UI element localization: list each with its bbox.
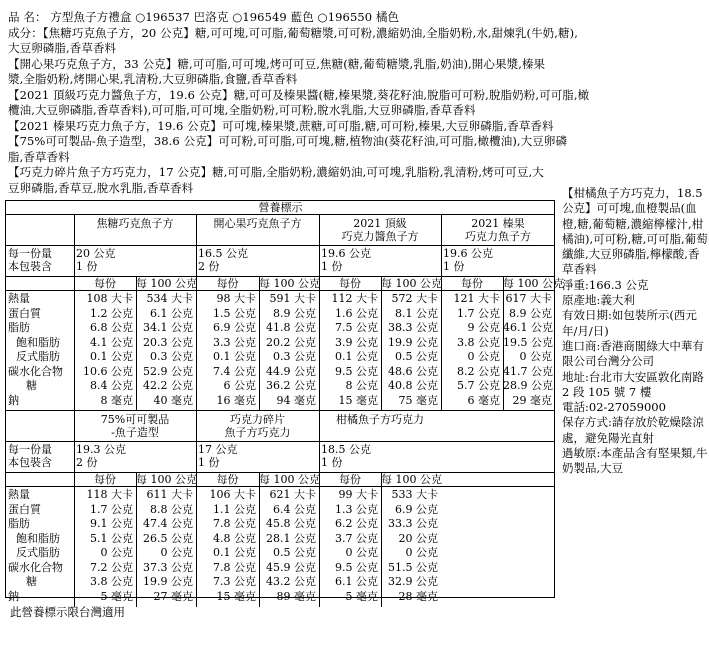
per-serving-value: 7.8 公克	[213, 517, 256, 530]
per-100g-value: 41.8 公克	[266, 321, 316, 334]
per-serving-value: 112 大卡	[331, 292, 378, 305]
ingredient-line: 漿,全脂奶粉,烤開心果,乳清粉,大豆卵磷脂,食鹽,香草香料	[8, 72, 298, 86]
per-100g-value: 26.5 公克	[143, 531, 193, 545]
per-serving-value: 0 公克	[100, 546, 133, 559]
per-100g-value: 52.9 公克	[143, 364, 193, 378]
per-serving-value: 5.1 公克	[90, 531, 133, 545]
per-serving-value: 7.3 公克	[213, 575, 256, 588]
per-100g-value: 19.9 公克	[388, 335, 438, 349]
product-name-line2: 巧克力魚子方	[465, 230, 531, 243]
per-100g-value: 6.4 公克	[273, 502, 316, 516]
side-info-paragraph: 進口商:香港商閣綠大中華有限公司台灣分公司	[562, 338, 704, 369]
per-100g-value: 617 大卡	[505, 292, 552, 305]
serving-size-value: 19.6 公克	[443, 247, 493, 260]
nutrient-label: 飽和脂肪	[16, 335, 60, 349]
table-rule	[6, 290, 554, 291]
serving-size-value: 19.6 公克	[321, 247, 371, 260]
per-100g-value: 20 公克	[398, 531, 438, 545]
per-100g-value: 621 大卡	[269, 488, 316, 501]
per-100g-value: 94 毫克	[276, 393, 316, 407]
per-serving-value: 6.2 公克	[335, 517, 378, 530]
serving-size-label: 每一份量	[8, 247, 52, 260]
ingredient-line: 豆卵磷脂,香草豆,脫水乳脂,香草香料	[8, 180, 194, 195]
nutrient-label: 糖	[26, 575, 37, 588]
per-serving-value: 1.5 公克	[213, 306, 256, 320]
per-serving-value: 4.8 公克	[213, 531, 256, 545]
per-100g-value: 45.9 公克	[266, 560, 316, 574]
per-serving-value: 6.9 公克	[213, 321, 256, 334]
nutrient-label: 反式脂肪	[16, 546, 60, 559]
per-serving-value: 0.1 公克	[335, 350, 378, 363]
per-100g-value: 20.3 公克	[143, 335, 193, 349]
servings-count-value: 1 份	[321, 456, 343, 469]
servings-count-value: 2 份	[198, 260, 220, 273]
per-100g-header: 每 100 公克	[503, 277, 564, 290]
per-serving-value: 1.1 公克	[213, 502, 256, 516]
per-serving-value: 15 毫克	[338, 393, 378, 407]
per-100g-value: 27 毫克	[153, 589, 193, 603]
per-100g-value: 572 大卡	[391, 292, 438, 305]
ingredient-line: 【75%可可製品-魚子造型，38.6 公克】可可粉,可可脂,可可塊,糖,植物油(葵花籽油,可可脂,橄欖油),大豆卵磷	[8, 134, 568, 148]
ingredient-line: 成分：【焦糖巧克魚子方，20 公克】糖,可可塊,可可脂,葡萄糖漿,可可粉,濃縮奶油,全脂奶粉,水,甜煉乳(牛奶,糖),	[8, 25, 578, 40]
ingredient-line: 脂,香草香料	[8, 149, 70, 164]
ingredients-list	[8, 26, 704, 197]
nutrient-label: 脂肪	[8, 517, 30, 530]
per-serving-value: 98 大卡	[216, 292, 256, 305]
servings-count-value: 2 份	[76, 456, 98, 469]
per-serving-value: 0.1 公克	[213, 350, 256, 363]
per-100g-value: 19.5 公克	[503, 335, 553, 349]
per-100g-value: 89 毫克	[276, 589, 316, 603]
per-serving-value: 7.5 公克	[335, 321, 378, 334]
per-100g-value: 8.1 公克	[395, 306, 438, 320]
product-name: 焦糖巧克魚子方	[96, 217, 174, 230]
servings-count-value: 1 份	[76, 260, 98, 273]
per-serving-value: 1.7 公克	[457, 306, 500, 320]
per-100g-value: 0.3 公克	[150, 350, 193, 363]
per-100g-value: 0.5 公克	[273, 546, 316, 559]
per-serving-value: 4.1 公克	[90, 335, 133, 349]
side-info-paragraph: 原產地:義大利	[562, 293, 635, 308]
per-serving-value: 5 毫克	[100, 589, 133, 603]
per-serving-value: 0.1 公克	[213, 546, 256, 559]
per-serving-value: 6 毫克	[467, 393, 500, 407]
per-100g-value: 534 大卡	[146, 292, 193, 305]
per-serving-value: 0 公克	[467, 350, 500, 363]
table-rule	[6, 486, 554, 487]
ingredient-line: 【2021 榛果巧克力魚子方，19.6 公克】可可塊,榛果漿,蔗糖,可可脂,糖,可可粉,榛果,大豆卵磷脂,香草香料	[8, 118, 554, 133]
side-info-paragraph: 淨重:166.3 公克	[562, 277, 649, 292]
per-serving-header: 每份	[216, 277, 239, 290]
per-100g-header: 每 100 公克	[136, 277, 197, 290]
ingredient-line: 【巧克力碎片魚子方巧克力，17 公克】糖,可可脂,全脂奶粉,濃縮奶油,可可塊,乳脂粉,乳清粉,烤可可豆,大	[8, 165, 544, 179]
per-serving-value: 3.7 公克	[335, 531, 378, 545]
product-name-line2: -魚子造型	[111, 426, 159, 439]
per-100g-value: 41.7 公克	[503, 364, 553, 378]
table-rule	[6, 410, 554, 411]
per-serving-value: 8 公克	[345, 379, 378, 392]
side-info-panel	[562, 186, 708, 477]
per-100g-value: 33.3 公克	[388, 517, 438, 530]
servings-count-value: 1 份	[198, 456, 220, 469]
serving-size-value: 16.5 公克	[198, 247, 248, 260]
servings-count-value: 1 份	[321, 260, 343, 273]
per-serving-value: 5.7 公克	[457, 379, 500, 392]
nutrient-label: 飽和脂肪	[16, 531, 60, 545]
side-info-paragraph: 地址:台北市大安區敦化南路 2 段 105 號 7 樓	[562, 369, 704, 399]
nutrient-label: 蛋白質	[8, 306, 41, 320]
per-100g-value: 32.9 公克	[388, 575, 438, 588]
per-100g-value: 20.2 公克	[266, 335, 316, 349]
nutrient-label: 熱量	[8, 488, 30, 501]
per-100g-value: 591 大卡	[269, 292, 316, 305]
nutrition-footnote: 此營養標示限台灣適用	[10, 605, 125, 619]
per-100g-value: 611 大卡	[146, 488, 193, 501]
per-100g-value: 0 公克	[405, 546, 438, 559]
serving-size-label: 每一份量	[8, 443, 52, 456]
per-100g-value: 42.2 公克	[143, 379, 193, 392]
per-100g-value: 44.9 公克	[266, 364, 316, 378]
nutrient-label: 碳水化合物	[8, 560, 63, 574]
per-serving-header: 每份	[94, 473, 116, 486]
per-100g-value: 0 公克	[519, 350, 552, 363]
per-serving-value: 0 公克	[345, 546, 378, 559]
per-100g-value: 6.1 公克	[150, 306, 193, 320]
per-100g-header: 每 100 公克	[259, 277, 320, 290]
per-serving-header: 每份	[94, 277, 116, 290]
per-serving-value: 99 大卡	[338, 488, 378, 501]
per-100g-value: 8.8 公克	[150, 502, 193, 516]
servings-per-package-label: 本包裝含	[8, 260, 52, 273]
per-100g-value: 0.5 公克	[395, 350, 438, 363]
product-name: 2021 頂級	[353, 217, 407, 230]
per-serving-value: 7.4 公克	[213, 364, 256, 378]
serving-size-value: 18.5 公克	[321, 443, 371, 456]
nutrient-label: 糖	[26, 379, 37, 392]
per-100g-header: 每 100 公克	[381, 473, 442, 486]
ingredient-line: 大豆卵磷脂,香草香料	[8, 41, 117, 55]
per-serving-value: 9.1 公克	[90, 517, 133, 530]
per-100g-value: 29 毫克	[512, 393, 552, 407]
ingredients-block	[8, 10, 704, 196]
per-100g-value: 34.1 公克	[143, 321, 193, 334]
nutrition-table	[5, 200, 564, 603]
per-100g-value: 0.3 公克	[273, 350, 316, 363]
serving-size-value: 17 公克	[198, 443, 238, 456]
per-100g-value: 6.9 公克	[395, 502, 438, 516]
per-serving-value: 1.6 公克	[335, 306, 378, 320]
per-serving-value: 3.8 公克	[457, 335, 500, 349]
per-serving-header: 每份	[339, 277, 361, 290]
per-100g-value: 45.8 公克	[266, 517, 316, 530]
per-serving-value: 6 公克	[223, 379, 256, 392]
nutrient-label: 鈉	[8, 589, 19, 603]
side-info-paragraph: 【柑橘魚子方巧克力，18.5 公克】可可塊,血橙製品(血橙,糖,葡萄糖,濃縮檸檬汁,柑橘油),可可粉,糖,可可脂,葡萄纖維,大豆卵磷脂,檸檬酸,香草香料	[562, 186, 708, 277]
per-100g-value: 40.8 公克	[388, 379, 438, 392]
per-100g-value: 533 大卡	[391, 488, 438, 501]
per-100g-header: 每 100 公克	[136, 473, 197, 486]
side-info-paragraph: 保存方式:請存放於乾燥陰涼處，避免陽光直射	[562, 415, 704, 445]
product-name-line: 品 名： 方型魚子方禮盒 ○196537 巴洛克 ○196549 藍色 ○196550 橘色	[8, 10, 400, 24]
per-serving-value: 0.1 公克	[90, 350, 133, 363]
nutrient-label: 鈉	[8, 393, 19, 407]
per-100g-value: 43.2 公克	[266, 575, 316, 588]
per-serving-value: 8.2 公克	[457, 364, 500, 378]
per-100g-value: 8.9 公克	[509, 306, 552, 320]
product-name: 2021 榛果	[471, 217, 525, 230]
per-serving-value: 7.2 公克	[90, 560, 133, 574]
per-serving-value: 1.7 公克	[90, 502, 133, 516]
per-serving-value: 6.8 公克	[90, 321, 133, 334]
per-serving-value: 3.9 公克	[335, 335, 378, 349]
nutrition-title: 營養標示	[258, 201, 303, 214]
table-rule	[6, 245, 554, 246]
per-100g-value: 28.9 公克	[503, 379, 553, 392]
per-100g-value: 28.1 公克	[266, 531, 316, 545]
table-rule	[6, 214, 554, 215]
product-name-line2: 魚子方巧克力	[224, 426, 291, 439]
per-serving-value: 9.5 公克	[335, 364, 378, 378]
per-serving-value: 121 大卡	[453, 292, 500, 305]
product-name: 柑橘魚子方巧克力	[336, 413, 424, 426]
nutrient-label: 熱量	[8, 292, 30, 305]
per-100g-value: 40 毫克	[153, 393, 193, 407]
per-100g-value: 37.3 公克	[143, 560, 193, 574]
per-serving-value: 16 毫克	[216, 393, 256, 407]
per-100g-value: 75 毫克	[398, 393, 438, 407]
per-serving-value: 108 大卡	[86, 292, 133, 305]
side-info-paragraph: 電話:02-27059000	[562, 400, 666, 415]
servings-count-value: 1 份	[443, 260, 465, 273]
per-serving-value: 10.6 公克	[83, 364, 133, 378]
product-name-line2: 巧克力醬魚子方	[341, 230, 419, 243]
ingredient-line: 【2021 頂級巧克力醬魚子方，19.6 公克】糖,可可及榛果醬(糖,榛果漿,葵花籽油,脫脂可可粉,脫脂奶粉,可可脂,橄	[8, 87, 590, 102]
per-serving-value: 9.5 公克	[335, 560, 378, 574]
per-100g-header: 每 100 公克	[259, 473, 320, 486]
per-serving-value: 3.8 公克	[90, 575, 133, 588]
per-100g-value: 46.1 公克	[503, 321, 553, 334]
per-serving-value: 9 公克	[467, 321, 500, 334]
table-rule	[6, 441, 554, 442]
per-serving-value: 3.3 公克	[213, 335, 256, 349]
per-serving-value: 1.2 公克	[90, 306, 133, 320]
per-100g-value: 51.5 公克	[388, 560, 438, 574]
per-serving-value: 8.4 公克	[90, 379, 133, 392]
per-serving-header: 每份	[216, 473, 239, 486]
per-100g-value: 0 公克	[160, 546, 193, 559]
nutrient-label: 脂肪	[8, 321, 30, 334]
ingredient-line: 欖油,大豆卵磷脂,香草香料),可可脂,可可塊,全脂奶粉,可可粉,脫水乳脂,大豆卵磷脂,香草香料	[8, 103, 476, 117]
per-100g-value: 19.9 公克	[143, 575, 193, 588]
per-100g-value: 48.6 公克	[388, 364, 438, 378]
nutrient-label: 蛋白質	[8, 502, 41, 516]
serving-size-value: 19.3 公克	[76, 443, 126, 456]
product-name: 75%可可製品	[100, 413, 170, 426]
per-serving-value: 7.8 公克	[213, 560, 256, 574]
side-info-paragraph: 過敏原:本產品含有堅果類,牛奶製品,大豆	[562, 446, 708, 476]
per-100g-value: 28 毫克	[398, 589, 438, 603]
product-name: 開心果巧克魚子方	[213, 217, 302, 230]
per-serving-header: 每份	[461, 277, 483, 290]
per-serving-value: 15 毫克	[216, 589, 256, 603]
per-serving-value: 106 大卡	[209, 488, 256, 501]
per-serving-value: 5 毫克	[345, 589, 378, 603]
product-name: 巧克力碎片	[230, 413, 285, 426]
per-100g-value: 36.2 公克	[266, 379, 316, 392]
per-serving-header: 每份	[339, 473, 361, 486]
per-serving-value: 8 毫克	[100, 393, 133, 407]
servings-per-package-label: 本包裝含	[8, 456, 52, 469]
side-info-paragraph: 有效日期:如包裝所示(西元年/月/日)	[562, 308, 697, 338]
serving-size-value: 20 公克	[76, 247, 116, 260]
per-serving-value: 1.3 公克	[335, 502, 378, 516]
ingredient-line: 【開心果巧克魚子方，33 公克】糖,可可脂,可可塊,烤可可豆,焦糖(糖,葡萄糖漿,乳脂,奶油),開心果漿,榛果	[8, 56, 546, 71]
nutrient-label: 反式脂肪	[16, 350, 60, 363]
per-100g-value: 47.4 公克	[143, 517, 193, 530]
per-100g-value: 8.9 公克	[273, 306, 316, 320]
per-100g-value: 38.3 公克	[388, 321, 438, 334]
per-100g-header: 每 100 公克	[381, 277, 442, 290]
per-serving-value: 118 大卡	[86, 488, 133, 501]
nutrient-label: 碳水化合物	[8, 364, 63, 378]
per-serving-value: 6.1 公克	[335, 575, 378, 588]
